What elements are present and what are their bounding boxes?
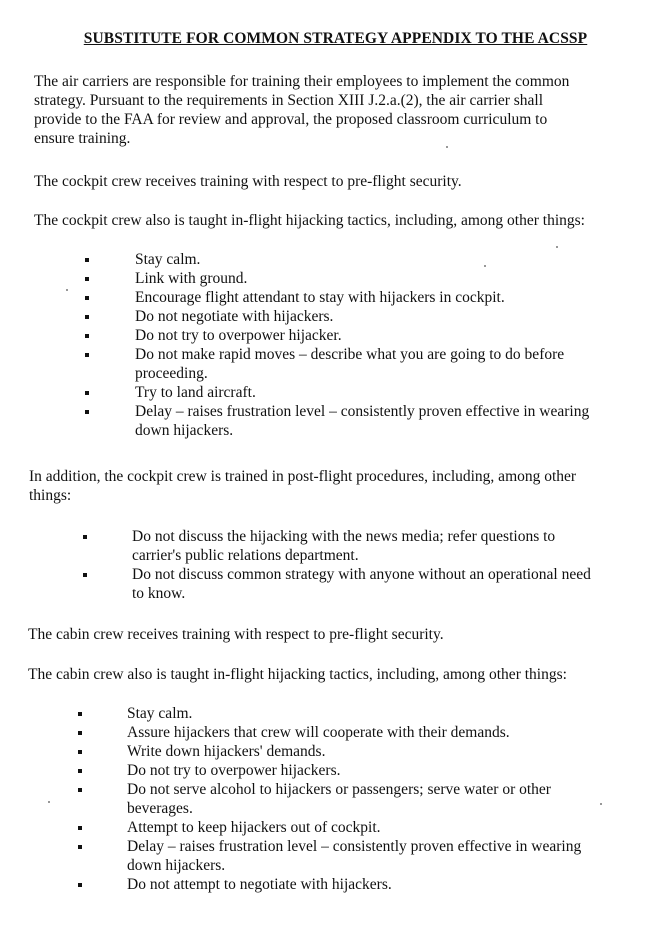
bullet-icon bbox=[85, 296, 89, 300]
intro-line: strategy. Pursuant to the requirements in Section XIII J.2.a.(2), the air carrier shall bbox=[34, 92, 544, 109]
postflight-intro-line: In addition, the cockpit crew is trained in post-flight procedures, including, among other bbox=[29, 468, 577, 485]
bullet-item bbox=[78, 875, 648, 894]
bullet-text: Do not try to overpower hijackers. bbox=[127, 762, 341, 779]
bullet-item bbox=[85, 402, 645, 440]
bullet-item bbox=[85, 269, 645, 288]
bullet-icon bbox=[78, 788, 82, 792]
bullet-text: Stay calm. bbox=[135, 251, 201, 268]
bullet-text: Try to land aircraft. bbox=[135, 384, 256, 401]
bullet-text: Do not discuss the hijacking with the news media; refer questions to bbox=[132, 528, 556, 545]
cockpit-postflight-intro bbox=[29, 467, 669, 505]
cockpit-preflight-paragraph: The cockpit crew receives training with respect to pre-flight security. bbox=[34, 173, 462, 190]
bullet-item bbox=[85, 250, 645, 269]
bullet-text: Delay – raises frustration level – consistently proven effective in wearing bbox=[135, 403, 590, 420]
bullet-text: Do not discuss common strategy with anyone without an operational need bbox=[132, 566, 591, 583]
bullet-text: Do not try to overpower hijacker. bbox=[135, 327, 342, 344]
cockpit-postflight-list bbox=[83, 527, 648, 603]
bullet-icon bbox=[85, 315, 89, 319]
intro-line: provide to the FAA for review and approval, the proposed classroom curriculum to bbox=[34, 111, 548, 128]
bullet-text: Write down hijackers' demands. bbox=[127, 743, 326, 760]
bullet-icon bbox=[85, 277, 89, 281]
cockpit-inflight-list bbox=[85, 250, 645, 440]
scan-speck bbox=[66, 289, 68, 291]
bullet-text: down hijackers. bbox=[127, 857, 226, 874]
bullet-item bbox=[85, 288, 645, 307]
bullet-text: Assure hijackers that crew will cooperate with their demands. bbox=[127, 724, 510, 741]
bullet-text: Stay calm. bbox=[127, 705, 193, 722]
bullet-item bbox=[78, 837, 648, 875]
bullet-text: proceeding. bbox=[135, 365, 208, 382]
bullet-item bbox=[83, 527, 648, 565]
intro-line: The air carriers are responsible for training their employees to implement the common bbox=[34, 73, 570, 90]
document-title: SUBSTITUTE FOR COMMON STRATEGY APPENDIX TO THE ACSSP bbox=[83, 30, 588, 47]
bullet-item bbox=[78, 818, 648, 837]
bullet-text: down hijackers. bbox=[135, 422, 234, 439]
intro-line: ensure training. bbox=[34, 130, 131, 147]
bullet-text: Link with ground. bbox=[135, 270, 248, 287]
intro-paragraph bbox=[34, 72, 664, 148]
scan-speck bbox=[556, 246, 558, 248]
scan-speck bbox=[48, 801, 50, 803]
bullet-item bbox=[78, 742, 648, 761]
scan-speck bbox=[484, 265, 486, 267]
bullet-text: beverages. bbox=[127, 800, 193, 817]
bullet-icon bbox=[85, 334, 89, 338]
bullet-text: Do not make rapid moves – describe what you are going to do before bbox=[135, 346, 565, 363]
bullet-item bbox=[85, 383, 645, 402]
bullet-item bbox=[78, 704, 648, 723]
bullet-icon bbox=[85, 258, 89, 262]
bullet-icon bbox=[85, 410, 89, 414]
bullet-item bbox=[85, 345, 645, 383]
bullet-icon bbox=[78, 731, 82, 735]
bullet-item bbox=[85, 326, 645, 345]
scan-speck bbox=[600, 803, 602, 805]
bullet-icon bbox=[78, 826, 82, 830]
bullet-icon bbox=[83, 573, 87, 577]
scan-speck bbox=[446, 146, 448, 148]
bullet-item bbox=[78, 761, 648, 780]
bullet-icon bbox=[78, 845, 82, 849]
bullet-text: Do not negotiate with hijackers. bbox=[135, 308, 334, 325]
bullet-icon bbox=[78, 769, 82, 773]
cabin-inflight-list bbox=[78, 704, 648, 894]
postflight-intro-line: things: bbox=[29, 487, 72, 504]
bullet-icon bbox=[78, 712, 82, 716]
bullet-item bbox=[83, 565, 648, 603]
bullet-item bbox=[85, 307, 645, 326]
bullet-text: Do not serve alcohol to hijackers or passengers; serve water or other bbox=[127, 781, 551, 798]
bullet-icon bbox=[85, 353, 89, 357]
bullet-text: Attempt to keep hijackers out of cockpit. bbox=[127, 819, 381, 836]
bullet-item bbox=[78, 723, 648, 742]
bullet-icon bbox=[78, 883, 82, 887]
bullet-text: Do not attempt to negotiate with hijackers. bbox=[127, 876, 392, 893]
bullet-text: Delay – raises frustration level – consistently proven effective in wearing bbox=[127, 838, 582, 855]
bullet-text: Encourage flight attendant to stay with hijackers in cockpit. bbox=[135, 289, 505, 306]
cabin-preflight-paragraph: The cabin crew receives training with respect to pre-flight security. bbox=[28, 626, 444, 643]
bullet-item bbox=[78, 780, 648, 818]
bullet-icon bbox=[85, 391, 89, 395]
cabin-inflight-intro: The cabin crew also is taught in-flight hijacking tactics, including, among other things: bbox=[28, 666, 567, 683]
cockpit-inflight-intro: The cockpit crew also is taught in-flight hijacking tactics, including, among other things: bbox=[34, 212, 585, 229]
bullet-icon bbox=[78, 750, 82, 754]
bullet-text: carrier's public relations department. bbox=[132, 547, 359, 564]
bullet-icon bbox=[83, 535, 87, 539]
bullet-text: to know. bbox=[132, 585, 186, 602]
